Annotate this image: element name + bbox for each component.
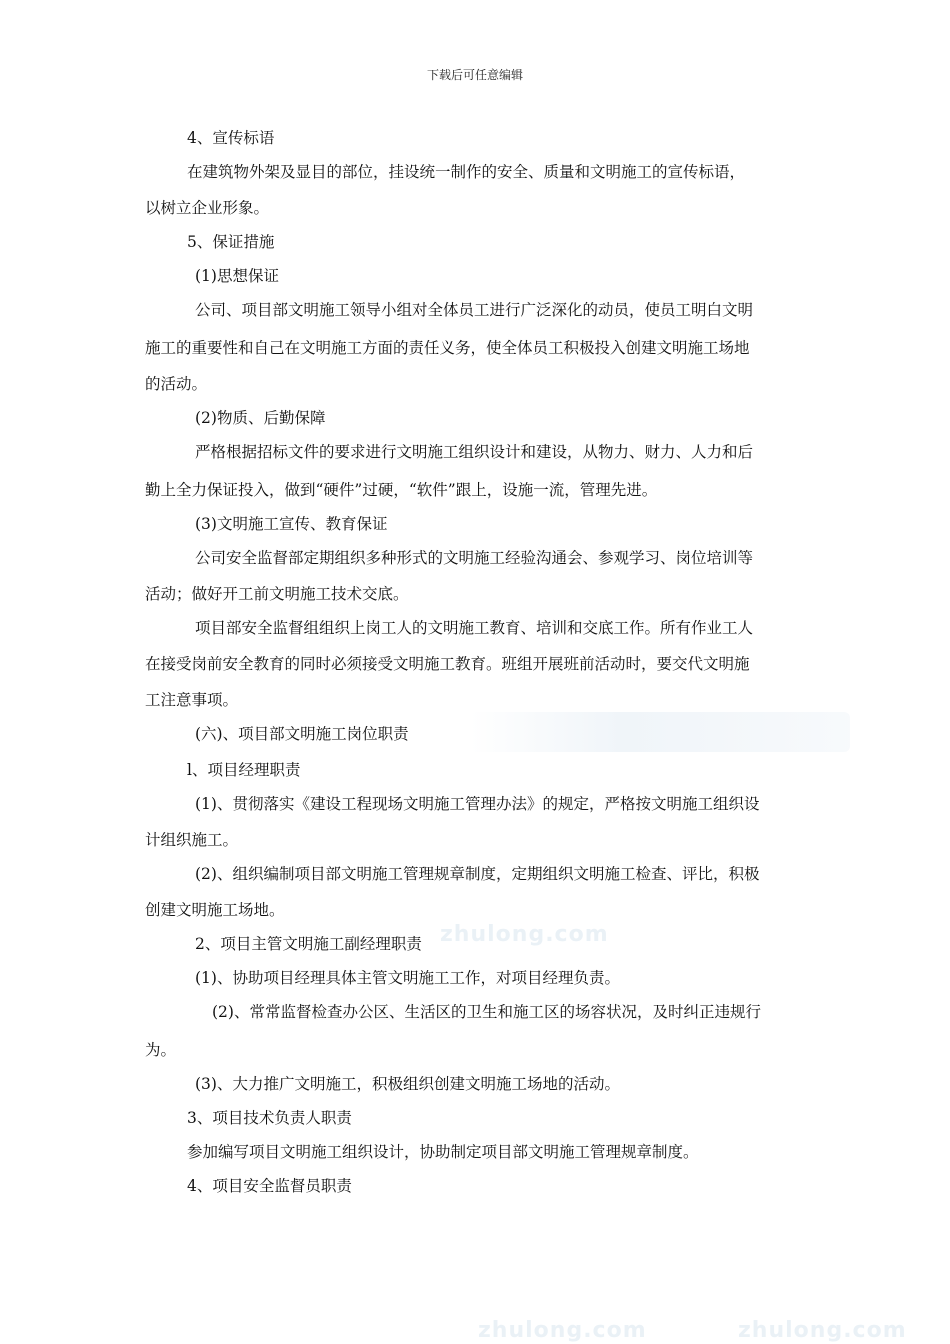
text-line: 工注意事项。 — [145, 691, 239, 709]
watermark: zhulong.com — [478, 1318, 647, 1343]
text-line: 活动；做好开工前文明施工技术交底。 — [145, 585, 409, 603]
text-line: 施工的重要性和自己在文明施工方面的责任义务，使全体员工积极投入创建文明施工场地 — [145, 339, 750, 357]
text-line: 创建文明施工场地。 — [145, 901, 285, 919]
text-line: (六)、项目部文明施工岗位职责 — [195, 725, 409, 743]
text-line: (3)文明施工宣传、教育保证 — [195, 515, 388, 533]
text-line: (1)思想保证 — [195, 267, 279, 285]
text-line: l、项目经理职责 — [187, 761, 301, 779]
text-line: 的活动。 — [145, 375, 208, 393]
text-line: 参加编写项目文明施工组织设计，协助制定项目部文明施工管理规章制度。 — [187, 1143, 699, 1161]
header-note: 下载后可任意编辑 — [426, 68, 523, 82]
text-line: 2、项目主管文明施工副经理职责 — [195, 935, 422, 953]
text-line: (1)、协助项目经理具体主管文明施工工作，对项目经理负责。 — [195, 969, 620, 987]
text-line: (2)、组织编制项目部文明施工管理规章制度，定期组织文明施工检查、评比，积极 — [195, 865, 760, 883]
text-line: 以树立企业形象。 — [145, 199, 270, 217]
text-line: 公司安全监督部定期组织多种形式的文明施工经验沟通会、参观学习、岗位培训等 — [195, 549, 754, 567]
text-line: (3)、大力推广文明施工，积极组织创建文明施工场地的活动。 — [195, 1075, 620, 1093]
text-line: (2)、常常监督检查办公区、生活区的卫生和施工区的场容状况，及时纠正违规行 — [212, 1003, 761, 1021]
text-line: 为。 — [145, 1041, 177, 1059]
watermark: zhulong.com — [440, 922, 609, 947]
text-line: 计组织施工。 — [145, 831, 239, 849]
text-line: 4、项目安全监督员职责 — [187, 1177, 352, 1195]
text-line: (2)物质、后勤保障 — [195, 409, 326, 427]
watermark-smudge — [470, 712, 850, 752]
text-line: 勤上全力保证投入，做到“硬件”过硬，“软件”跟上，设施一流，管理先进。 — [145, 481, 658, 499]
text-line: (1)、贯彻落实《建设工程现场文明施工管理办法》的规定，严格按文明施工组织设 — [195, 795, 760, 813]
text-line: 3、项目技术负责人职责 — [187, 1109, 352, 1127]
text-line: 公司、项目部文明施工领导小组对全体员工进行广泛深化的动员，使员工明白文明 — [195, 301, 754, 319]
text-line: 在接受岗前安全教育的同时必须接受文明施工教育。班组开展班前活动时，要交代文明施 — [145, 655, 750, 673]
text-line: 5、保证措施 — [187, 233, 275, 251]
watermark: zhulong.com — [738, 1318, 907, 1343]
text-line: 严格根据招标文件的要求进行文明施工组织设计和建设，从物力、财力、人力和后 — [195, 443, 754, 461]
text-line: 在建筑物外架及显目的部位，挂设统一制作的安全、质量和文明施工的宣传标语， — [187, 163, 746, 181]
text-line: 项目部安全监督组组织上岗工人的文明施工教育、培训和交底工作。所有作业工人 — [195, 619, 754, 637]
text-line: 4、宣传标语 — [187, 129, 275, 147]
